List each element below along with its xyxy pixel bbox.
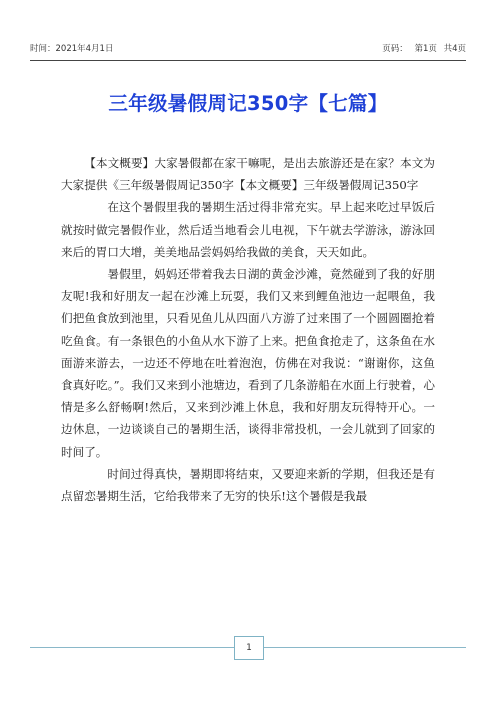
- document-body: [61, 152, 435, 507]
- header-page-total: 共4页: [443, 44, 466, 54]
- document-title: 三年级暑假周记350字【七篇】: [108, 92, 388, 115]
- body-paragraph-2: 暑假里，妈妈还带着我去日湖的黄金沙滩，竟然碰到了我的好朋友呢!我和好朋友一起在沙滩上玩耍，我们又来到鲤鱼池边一起喂鱼，我们把鱼食放到池里，只看见鱼儿从四面八方游了过来围了一个圆圆圈抢着吃鱼食。有一条银色的小鱼从水下游了上来。把鱼食抢走了，这条鱼在水面游来游去，一边还不停地在吐着泡泡，仿佛在对我说：“谢谢你，这鱼食真好吃。”。我们又来到小池塘边，看到了几条游船在水面上行驶着，心情是多么舒畅啊!然后，又来到沙滩上休息，我和好朋友玩得特开心。一边休息，一边谈谈自己的暑期生活，谈得非常投机，一会儿就到了回家的时间了。: [61, 267, 435, 459]
- summary-paragraph: 【本文概要】大家暑假都在家干嘛呢，是出去旅游还是在家？本文为大家提供《三年级暑假周记350字【本文概要】三年级暑假周记350字: [61, 156, 435, 193]
- header-page-label: 页码：: [382, 44, 408, 54]
- footer-page-number: 1: [234, 636, 264, 660]
- header-date: 时间：2021年4月1日: [30, 44, 114, 54]
- header-page-current: 第1页: [414, 44, 437, 54]
- header-page-info: [378, 42, 466, 54]
- body-paragraph-1: 在这个暑假里我的暑期生活过得非常充实。早上起来吃过早饭后就按时做完暑假作业，然后适当地看会儿电视，下午就去学游泳，游泳回来后的胃口大增，美美地品尝妈妈给我做的美食，天天如此。: [61, 200, 435, 259]
- page-footer: [0, 634, 496, 674]
- body-paragraph-3: 时间过得真快，暑期即将结束，又要迎来新的学期，但我还是有点留恋暑期生活，它给我带来了无穷的快乐!这个暑假是我最: [61, 466, 435, 504]
- header-divider: [30, 60, 466, 61]
- page-header: [30, 42, 466, 56]
